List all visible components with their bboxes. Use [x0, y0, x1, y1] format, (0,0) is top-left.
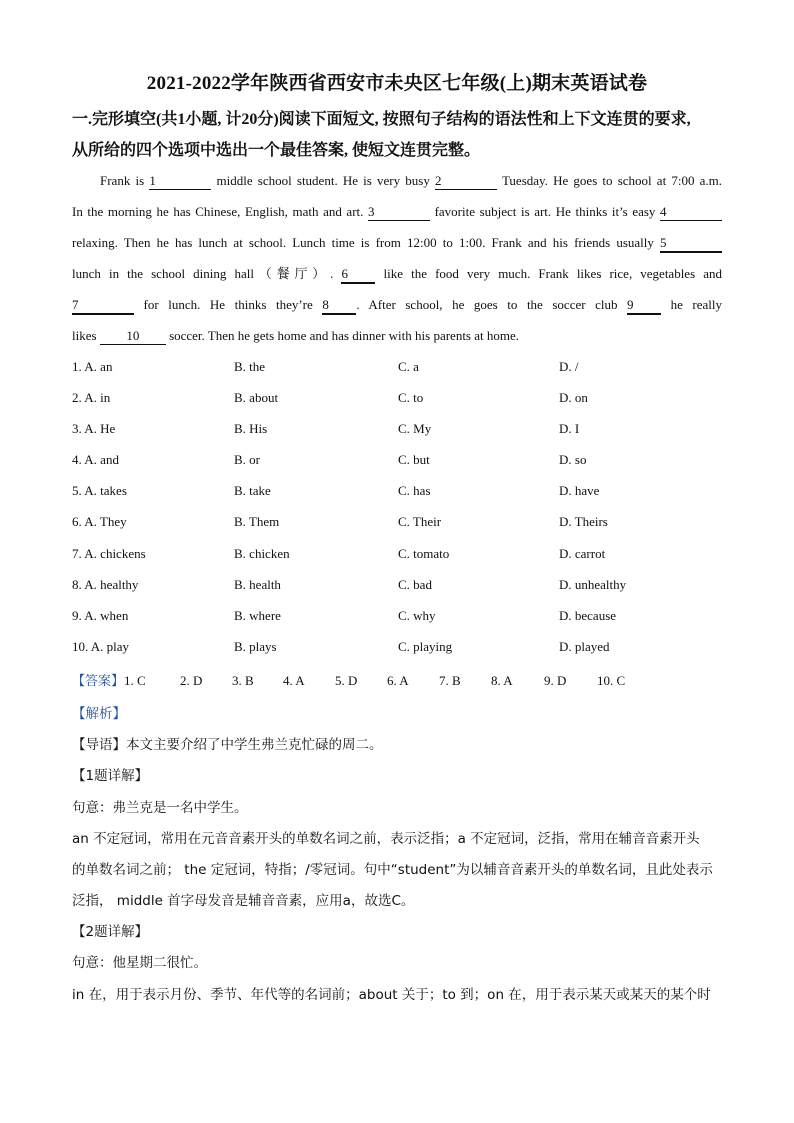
- option-row: 1. A. an B. the C. a D. /: [72, 359, 579, 374]
- blank-6: 6: [341, 266, 375, 284]
- answer-label: 【答案】: [72, 674, 125, 689]
- blank-1: 1: [149, 173, 211, 190]
- answer-key: [72, 670, 625, 689]
- passage-line-6: likes 10 soccer. Then he gets home and has dinner with his parents at home.: [72, 328, 520, 343]
- answer-item: 6. A: [387, 673, 409, 688]
- answer-item: 9. D: [544, 673, 567, 688]
- option-row: 8. A. healthy B. health C. bad D. unhealthy: [72, 577, 627, 592]
- passage-line-1: Frank is 1 middle school student. He is very busy 2 Tuesday. He goes to school at 7:00 a.m.: [100, 173, 723, 188]
- blank-4: 4: [660, 204, 722, 221]
- option-row: 3. A. He B. His C. My D. I: [72, 421, 580, 436]
- question-1-meaning: 句意：弗兰克是一名中学生。: [72, 800, 248, 816]
- section-heading-line-2: 从所给的四个选项中选出一个最佳答案, 使短文连贯完整。: [72, 142, 481, 159]
- blank-9: 9: [627, 297, 661, 315]
- analysis-label: 【解析】: [72, 706, 126, 722]
- blank-10: 10: [100, 328, 166, 345]
- answer-item: 10. C: [597, 673, 626, 688]
- option-row: 6. A. They B. Them C. Their D. Theirs: [72, 514, 608, 529]
- option-row: 7. A. chickens B. chicken C. tomato D. carrot: [72, 546, 606, 561]
- answer-item: 8. A: [491, 673, 513, 688]
- question-2-meaning: 句意：他星期二很忙。: [72, 955, 207, 971]
- question-1-heading: 【1题详解】: [72, 768, 149, 784]
- option-row: 4. A. and B. or C. but D. so: [72, 452, 587, 467]
- exam-title: 2021-2022学年陕西省西安市未央区七年级(上)期末英语试卷: [146, 73, 648, 94]
- option-row: 10. A. play B. plays C. playing D. played: [72, 639, 610, 654]
- answer-item: 5. D: [335, 673, 358, 688]
- question-2-heading: 【2题详解】: [72, 924, 149, 940]
- option-row: 2. A. in B. about C. to D. on: [72, 390, 588, 405]
- passage-line-5: 7 for lunch. He thinks they’re 8 . After school, he goes to the soccer club 9 he really: [72, 289, 722, 320]
- blank-5: 5: [660, 235, 722, 253]
- question-1-explanation-line-2: 的单数名词之前； the 定冠词，特指；/零冠词。句中“student”为以辅音音素开头的单数名词，且此处表示: [72, 862, 713, 878]
- option-row: 9. A. when B. where C. why D. because: [72, 608, 617, 623]
- section-heading-line-1: 一.完形填空(共1小题, 计20分)阅读下面短文, 按照句子结构的语法性和上下文连贯的要求,: [72, 111, 691, 128]
- option-row: 5. A. takes B. take C. has D. have: [72, 483, 600, 498]
- analysis-intro: 【导语】本文主要介绍了中学生弗兰克忙碌的周二。: [72, 737, 383, 753]
- passage-line-4: lunch in the school dining hall（餐厅）. 6 like the food very much. Frank likes rice, vegetables and: [72, 258, 722, 289]
- section-heading: [72, 104, 724, 166]
- answer-item: 3. B: [232, 673, 254, 688]
- question-2-explanation-line-1: in 在，用于表示月份、季节、年代等的名词前；about 关于；to 到；on 在，用于表示某天或某天的某个时: [72, 987, 711, 1003]
- blank-7: 7: [72, 297, 134, 315]
- passage-line-3: relaxing. Then he has lunch at school. Lunch time is from 12:00 to 1:00. Frank and his friends usually 5: [72, 227, 722, 258]
- blank-8: 8: [322, 297, 356, 315]
- question-1-explanation-line-3: 泛指， middle 首字母发音是辅音音素，应用a，故选C。: [72, 893, 415, 909]
- answer-item: 7. B: [439, 673, 461, 688]
- answer-item: 2. D: [180, 673, 203, 688]
- blank-2: 2: [435, 173, 497, 190]
- question-1-explanation-line-1: an 不定冠词，常用在元音音素开头的单数名词之前，表示泛指；a 不定冠词，泛指，常用在辅音音素开头: [72, 831, 700, 847]
- answer-item: 4. A: [283, 673, 305, 688]
- blank-3: 3: [368, 204, 430, 221]
- answer-item: 1. C: [124, 673, 146, 688]
- passage-line-2: In the morning he has Chinese, English, math and art. 3 favorite subject is art. He thinks it’s easy 4: [72, 196, 722, 227]
